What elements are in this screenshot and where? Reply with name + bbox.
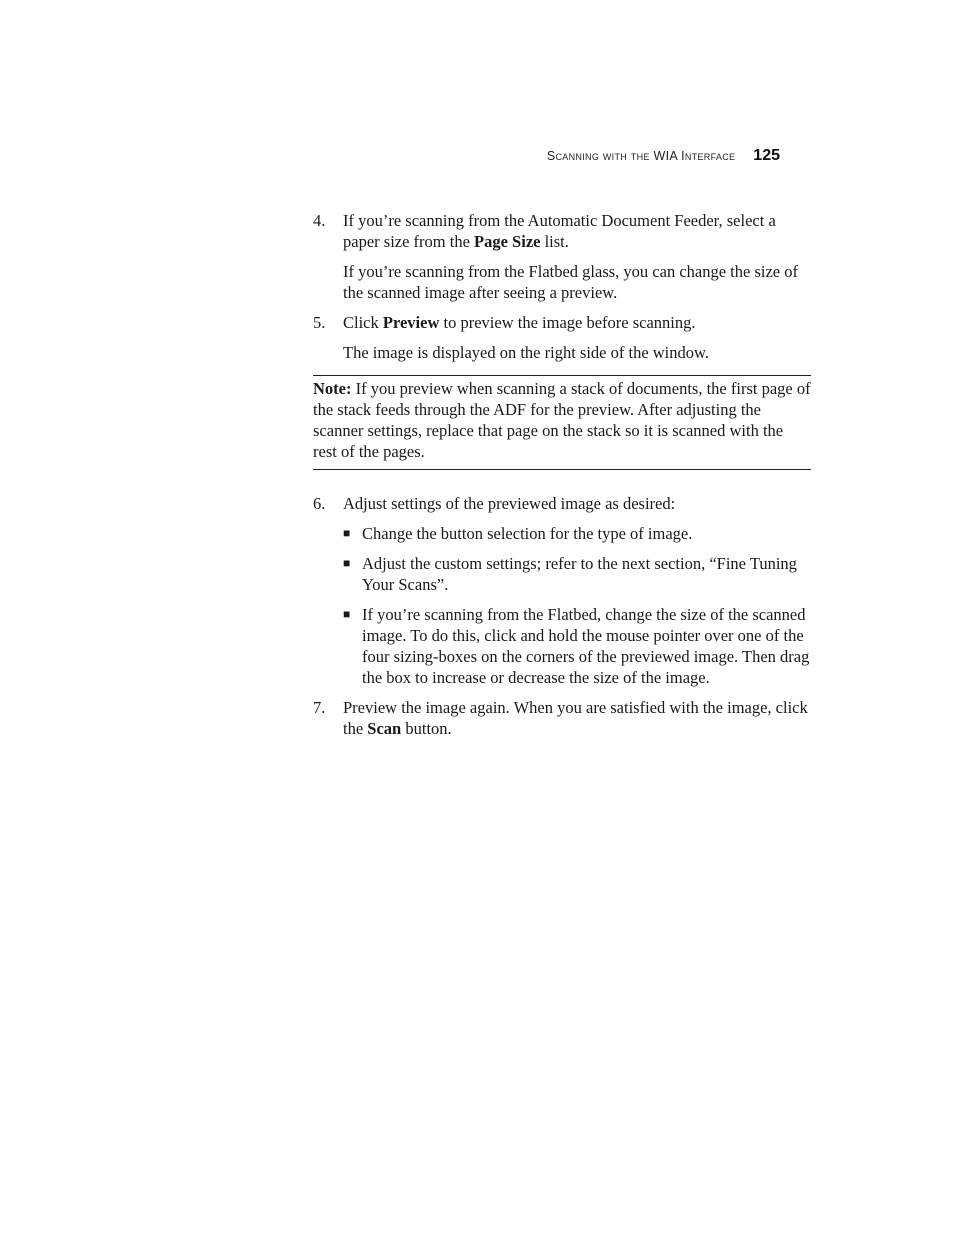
square-bullet-icon: ■ — [343, 556, 351, 570]
page-number: 125 — [753, 147, 780, 164]
page-header — [547, 147, 780, 165]
step-6 — [313, 493, 811, 514]
step-text: Adjust settings of the previewed image as desired: — [343, 494, 676, 513]
list-item: ■ If you’re scanning from the Flatbed, change the size of the scanned image. To do this, click and hold the mouse pointer over one of the four sizing-boxes on the corners of the previewed image. Then drag the box to increase or decrease the size of the image. — [343, 605, 810, 687]
note-label: Note: — [313, 379, 352, 398]
step-number: 5. — [313, 313, 326, 332]
step-5-followup: The image is displayed on the right side of the window. — [343, 343, 709, 362]
step-text: If you’re scanning from the Automatic Document Feeder, select a paper size from the Page Size list. — [343, 211, 776, 251]
step-text: Click Preview to preview the image before scanning. — [343, 313, 696, 332]
step-text: Preview the image again. When you are satisfied with the image, click the Scan button. — [343, 698, 808, 738]
step-4-followup: If you’re scanning from the Flatbed glass, you can change the size of the scanned image after seeing a preview. — [343, 262, 798, 302]
note-box — [313, 375, 811, 470]
step-5 — [313, 312, 811, 333]
note-text: Note: If you preview when scanning a stack of documents, the first page of the stack feeds through the ADF for the preview. After adjusting the scanner settings, replace that page on the stack so it is scanned with the rest of the pages. — [313, 379, 811, 461]
list-item: ■ Adjust the custom settings; refer to the next section, “Fine Tuning Your Scans”. — [343, 554, 797, 594]
step-4 — [313, 210, 811, 252]
step-number: 4. — [313, 211, 326, 230]
ui-term-page-size: Page Size — [474, 232, 541, 251]
ui-term-scan: Scan — [367, 719, 402, 738]
ui-term-preview: Preview — [382, 313, 440, 332]
step-number: 6. — [313, 494, 326, 513]
list-item: ■ Change the button selection for the type of image. — [343, 524, 693, 543]
running-head: Scanning with the WIA Interface — [546, 149, 736, 163]
square-bullet-icon: ■ — [343, 607, 351, 621]
square-bullet-icon: ■ — [343, 526, 351, 540]
step-7 — [313, 697, 811, 739]
step-number: 7. — [313, 698, 326, 717]
step-6-bullet-list — [313, 523, 811, 688]
page-content — [313, 210, 811, 739]
